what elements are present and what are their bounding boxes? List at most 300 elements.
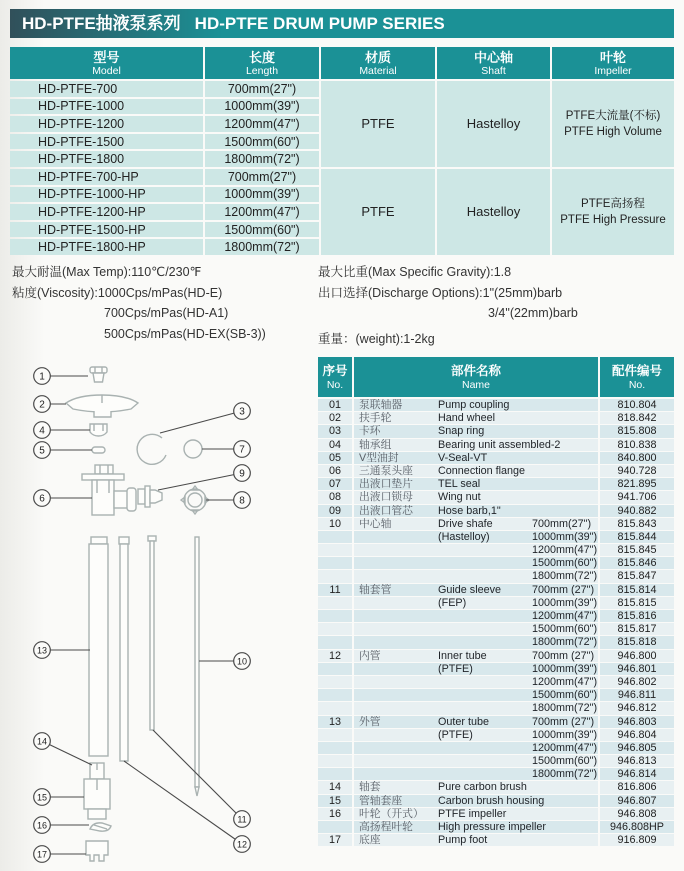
parts-row: [318, 439, 674, 451]
part-name-cn: 出液口管芯: [359, 504, 413, 517]
part-size: 700mm (27"): [532, 715, 595, 728]
part-name: [354, 478, 598, 490]
part-no: [318, 768, 352, 780]
spec-note-line: 700Cps/mPas(HD-A1): [104, 306, 229, 320]
spec-col-header: [10, 47, 203, 79]
callout-number: 16: [36, 820, 48, 831]
callout-16: [34, 817, 89, 834]
part-name-en: Drive shafe: [438, 517, 493, 530]
spec-col-header-cn: 中心轴: [473, 49, 513, 65]
part-code: 810.838: [600, 439, 674, 451]
part-name-en: [438, 768, 532, 780]
part-code: 946.811: [600, 689, 674, 701]
part-size: 1200mm(47"): [532, 675, 598, 688]
spec-shaft-cell: Hastelloy: [437, 169, 550, 255]
sketch-carbon-brush: [90, 763, 104, 779]
spec-length-cell: 1200mm(47"): [205, 204, 319, 220]
spec-length-cell: 700mm(27"): [205, 81, 319, 97]
part-no: [318, 636, 352, 648]
spec-col-header-en: Model: [92, 64, 121, 77]
part-code: 840.800: [600, 452, 674, 464]
parts-row: [318, 623, 674, 635]
part-name-en: PTFE impeller: [438, 807, 507, 820]
part-name-cn: 三通泵头座: [359, 464, 413, 477]
part-name-cn: 轴套: [359, 781, 381, 794]
callout-number: 9: [239, 468, 245, 480]
part-no: 01: [318, 399, 352, 411]
parts-row: [318, 505, 674, 517]
part-code: 940.882: [600, 505, 674, 517]
part-name-en: [438, 623, 532, 635]
part-name-en: (FEP): [438, 596, 467, 609]
part-size: [532, 425, 598, 437]
part-no: 02: [318, 412, 352, 424]
sketch-snap-ring: [137, 434, 166, 464]
part-code: 916.809: [600, 834, 674, 846]
spec-material-cell: PTFE: [321, 81, 435, 167]
spec-note-line: 500Cps/mPas(HD-EX(SB-3)): [104, 326, 266, 341]
sketch-pump-coupling: [90, 367, 107, 382]
part-name-en: Snap ring: [438, 425, 485, 438]
part-no: [318, 742, 352, 754]
part-no: [318, 821, 352, 833]
callout-17: [34, 846, 86, 863]
part-name-en: [438, 755, 532, 767]
part-name: [354, 505, 598, 517]
part-name-cn: 内管: [359, 649, 381, 662]
part-code: 946.808: [600, 808, 674, 820]
part-name-cn: [354, 636, 438, 648]
parts-row: [318, 518, 674, 530]
part-no: 07: [318, 478, 352, 490]
part-code: 815.844: [600, 531, 674, 543]
parts-row: [318, 702, 674, 714]
parts-row: [318, 755, 674, 767]
part-name: [354, 570, 598, 582]
part-size: [532, 781, 598, 793]
callout-number: 14: [36, 736, 48, 747]
spec-note-line: 粘度(Viscosity):1000Cps/mPas(HD-E): [12, 285, 223, 300]
part-size: [532, 412, 598, 424]
part-no: 15: [318, 795, 352, 807]
spec-col-header: [437, 47, 550, 79]
parts-col-header-cn: 部件名称: [450, 363, 501, 378]
part-no: 09: [318, 505, 352, 517]
part-name: [354, 702, 598, 714]
part-code: 946.814: [600, 768, 674, 780]
part-name-cn: [354, 531, 438, 543]
part-name: [354, 610, 598, 622]
sketch-tel-seal: [184, 440, 202, 458]
part-size: 1500mm(60"): [532, 755, 598, 768]
part-code: 815.818: [600, 636, 674, 648]
part-name-en: [438, 570, 532, 582]
part-name-cn: 出液口垫片: [359, 478, 413, 491]
part-size: [532, 491, 598, 503]
part-size: 1500mm(60"): [532, 623, 598, 636]
parts-row: [318, 781, 674, 793]
part-no: 06: [318, 465, 352, 477]
part-no: [318, 531, 352, 543]
part-code: 946.812: [600, 702, 674, 714]
part-size: 1000mm(39"): [532, 728, 598, 741]
part-no: 14: [318, 781, 352, 793]
callout-9: [158, 465, 250, 490]
spec-model-cell: HD-PTFE-1200: [10, 116, 203, 132]
sketch-connection-flange: [82, 465, 136, 515]
part-no: 17: [318, 834, 352, 846]
part-code: 946.804: [600, 729, 674, 741]
part-size: [532, 505, 598, 517]
part-size: [532, 452, 598, 464]
part-size: [532, 821, 598, 833]
part-name: [354, 399, 598, 411]
part-no: 16: [318, 808, 352, 820]
part-name-en: [438, 636, 532, 648]
part-name: [354, 808, 598, 820]
part-no: 08: [318, 491, 352, 503]
part-code: 946.807: [600, 795, 674, 807]
spec-length-cell: 1500mm(60"): [205, 134, 319, 150]
callout-7: [202, 441, 250, 458]
callout-11: [153, 730, 250, 827]
spec-col-header: [552, 47, 674, 79]
part-size: 1200mm(47"): [532, 741, 598, 754]
parts-row: [318, 768, 674, 780]
part-code: 815.847: [600, 570, 674, 582]
spec-model-cell: HD-PTFE-700: [10, 81, 203, 97]
parts-row: [318, 544, 674, 556]
part-no: 04: [318, 439, 352, 451]
parts-row: [318, 795, 674, 807]
spec-length-cell: 700mm(27"): [205, 169, 319, 185]
spec-note-line: 最大耐温(Max Temp):110℃/230℉: [12, 265, 202, 279]
callout-number: 4: [39, 425, 45, 437]
part-code: 946.808HP: [600, 821, 674, 833]
callout-5: [34, 442, 92, 459]
spec-length-cell: 1000mm(39"): [205, 187, 319, 203]
parts-row: [318, 729, 674, 741]
spec-material-cell: PTFE: [321, 169, 435, 255]
part-name: [354, 491, 598, 503]
part-name-en: Hose barb,1": [438, 504, 501, 517]
part-name-en: [438, 557, 532, 569]
parts-table-body: [318, 399, 674, 846]
part-size: 1500mm(60"): [532, 557, 598, 570]
part-code: 815.814: [600, 584, 674, 596]
part-no: [318, 544, 352, 556]
part-name-cn: [354, 597, 438, 609]
spec-col-header-en: Impeller: [594, 64, 632, 77]
part-name: [354, 584, 598, 596]
part-no: [318, 597, 352, 609]
callout-3: [160, 403, 250, 433]
parts-row: [318, 636, 674, 648]
part-no: [318, 702, 352, 714]
part-code: 810.804: [600, 399, 674, 411]
part-no: 03: [318, 425, 352, 437]
sketch-drive-shaft: [195, 537, 199, 796]
callout-number: 2: [39, 399, 45, 411]
callout-10: [199, 653, 250, 670]
part-name-cn: 管轴套座: [359, 794, 403, 807]
part-name-en: [438, 742, 532, 754]
part-name: [354, 768, 598, 780]
part-size: 1000mm(39"): [532, 662, 598, 675]
spec-impeller-en: PTFE High Volume: [564, 125, 662, 138]
part-code: 946.803: [600, 716, 674, 728]
part-name-en: Connection flange: [438, 464, 526, 477]
sketch-inner-tube: [119, 537, 129, 761]
part-size: 1500mm(60"): [532, 689, 598, 702]
parts-row: [318, 663, 674, 675]
part-name: [354, 834, 598, 846]
part-size: [532, 439, 598, 451]
spec-table: [10, 47, 674, 255]
parts-row: [318, 557, 674, 569]
sketch-guide-sleeve: [148, 536, 156, 730]
callout-6: [34, 490, 92, 507]
parts-row: [318, 650, 674, 662]
part-name: [354, 663, 598, 675]
part-size: [532, 465, 598, 477]
part-size: 1800mm(72"): [532, 570, 598, 583]
callout-15: [34, 789, 84, 806]
parts-row: [318, 412, 674, 424]
sketch-impeller: [90, 823, 111, 831]
part-name-en: TEL seal: [438, 478, 481, 491]
part-name-en: [438, 610, 532, 622]
part-name-en: (PTFE): [438, 728, 473, 741]
part-name-cn: [354, 768, 438, 780]
part-size: 1800mm(72"): [532, 768, 598, 781]
callout-12: [124, 761, 250, 852]
part-code: 941.706: [600, 491, 674, 503]
parts-row: [318, 465, 674, 477]
part-no: [318, 570, 352, 582]
part-code: 815.808: [600, 425, 674, 437]
parts-col-header-en: No.: [628, 378, 646, 391]
part-code: 815.846: [600, 557, 674, 569]
part-name: [354, 623, 598, 635]
notes-left: [12, 262, 266, 344]
part-name: [354, 729, 598, 741]
callout-8: [206, 492, 250, 509]
callout-number: 12: [236, 839, 248, 850]
parts-row: [318, 808, 674, 820]
callout-4: [34, 422, 90, 439]
part-name-cn: 外管: [359, 715, 381, 728]
part-name-en: (PTFE): [438, 662, 473, 675]
callout-number: 10: [236, 656, 248, 667]
callout-2: [34, 396, 66, 413]
callout-number: 3: [239, 406, 245, 418]
callout-13: [34, 642, 90, 659]
part-size: [532, 834, 598, 846]
spec-impeller-cn: PTFE高扬程: [581, 197, 645, 210]
part-code: 946.800: [600, 650, 674, 662]
part-name-cn: [354, 729, 438, 741]
callout-14: [34, 733, 92, 765]
part-name-en: High pressure impeller: [438, 821, 547, 833]
part-name-en: Guide sleeve: [438, 583, 502, 596]
callout-number: 6: [39, 493, 45, 505]
part-code: 815.816: [600, 610, 674, 622]
part-name-en: Pure carbon brush: [438, 781, 527, 794]
part-name-en: [438, 676, 532, 688]
sketch-wing-nut: [181, 486, 209, 514]
parts-row: [318, 689, 674, 701]
part-no: 05: [318, 452, 352, 464]
part-name-cn: [354, 544, 438, 556]
part-size: 1000mm(39"): [532, 596, 598, 609]
part-name-en: [438, 702, 532, 714]
part-name: [354, 781, 598, 793]
part-name-cn: [354, 755, 438, 767]
part-code: 815.845: [600, 544, 674, 556]
spec-model-cell: HD-PTFE-1500: [10, 134, 203, 150]
part-no: [318, 689, 352, 701]
part-name-cn: 轴承组: [359, 438, 392, 451]
part-size: 700mm (27"): [532, 583, 595, 596]
part-name-cn: [354, 689, 438, 701]
parts-col-header-cn: 序号: [322, 363, 348, 378]
part-name: [354, 689, 598, 701]
part-no: [318, 676, 352, 688]
part-no: [318, 623, 352, 635]
part-size: 700mm(27"): [532, 517, 592, 530]
part-name: [354, 452, 598, 464]
spec-length-cell: 1200mm(47"): [205, 116, 319, 132]
spec-col-header: [321, 47, 435, 79]
part-code: 815.815: [600, 597, 674, 609]
spec-model-cell: HD-PTFE-700-HP: [10, 169, 203, 185]
part-name-cn: 扶手轮: [359, 412, 392, 425]
part-name: [354, 425, 598, 437]
spec-col-header-en: Length: [245, 64, 279, 77]
part-name-cn: 中心轴: [359, 517, 392, 530]
part-name-cn: 轴套管: [359, 583, 392, 596]
spec-length-cell: 1000mm(39"): [205, 99, 319, 115]
part-name: [354, 636, 598, 648]
sketch-bearing-unit: [90, 424, 107, 436]
page-title-en: HD-PTFE DRUM PUMP SERIES: [194, 14, 445, 33]
parts-row: [318, 597, 674, 609]
parts-col-header-en: Name: [461, 378, 490, 391]
part-no: [318, 755, 352, 767]
callout-number: 7: [239, 444, 245, 456]
parts-row: [318, 570, 674, 582]
spec-model-cell: HD-PTFE-1800: [10, 151, 203, 167]
part-size: 1200mm(47"): [532, 544, 598, 557]
part-name: [354, 531, 598, 543]
part-name: [354, 795, 598, 807]
part-name-en: Hand wheel: [438, 412, 496, 425]
part-name-cn: [354, 742, 438, 754]
parts-col-header-en: No.: [326, 378, 344, 391]
spec-col-header-cn: 型号: [93, 49, 120, 65]
part-size: 1200mm(47"): [532, 610, 598, 622]
part-name-cn: [354, 557, 438, 569]
part-name-en: [438, 689, 532, 701]
part-name-cn: 底座: [359, 834, 381, 847]
parts-row: [318, 531, 674, 543]
parts-row: [318, 584, 674, 596]
spec-length-cell: 1500mm(60"): [205, 222, 319, 238]
part-name-en: Wing nut: [438, 491, 481, 504]
spec-model-cell: HD-PTFE-1500-HP: [10, 222, 203, 238]
part-name-cn: [354, 623, 438, 635]
sketch-hand-wheel: [66, 395, 138, 417]
part-code: 940.728: [600, 465, 674, 477]
part-name-en: Outer tube: [438, 715, 490, 728]
callout-number: 15: [36, 792, 48, 803]
part-name: [354, 742, 598, 754]
part-name-en: (Hastelloy): [438, 530, 490, 543]
callout-number: 8: [239, 495, 245, 507]
parts-col-header-cn: 配件编号: [611, 363, 662, 378]
part-name: [354, 821, 598, 833]
spec-col-header-en: Material: [359, 64, 397, 77]
part-name: [354, 716, 598, 728]
spec-impeller-cn: PTFE大流量(不标): [565, 109, 661, 122]
sketch-v-seal: [92, 447, 105, 453]
parts-row: [318, 610, 674, 622]
spec-note-line: 出口选择(Discharge Options):1"(25mm)barb: [318, 285, 563, 300]
sketch-brush-housing: [84, 779, 110, 819]
callout-number: 1: [39, 371, 45, 383]
part-name: [354, 439, 598, 451]
notes-right: [318, 262, 578, 349]
part-code: 821.895: [600, 478, 674, 490]
part-name-cn: 卡环: [359, 425, 381, 438]
parts-col-header: [354, 357, 598, 397]
part-size: [532, 808, 598, 820]
part-name-cn: 高扬程叶轮: [359, 821, 413, 833]
part-name-en: Inner tube: [438, 649, 487, 662]
callout-number: 13: [36, 645, 48, 656]
spec-length-cell: 1800mm(72"): [205, 151, 319, 167]
spec-length-cell: 1800mm(72"): [205, 239, 319, 255]
part-size: [532, 795, 598, 807]
part-name-cn: [354, 676, 438, 688]
part-name: [354, 557, 598, 569]
parts-row: [318, 425, 674, 437]
part-no: [318, 557, 352, 569]
part-size: 1000mm(39"): [532, 530, 598, 543]
parts-row: [318, 399, 674, 411]
part-code: 946.801: [600, 663, 674, 675]
spec-note-line: 重量：(weight):1-2kg: [318, 331, 435, 346]
sketch-outer-tube: [89, 537, 108, 756]
part-size: 1800mm(72"): [532, 702, 598, 715]
spec-note-line: 最大比重(Max Specific Gravity):1.8: [318, 265, 512, 279]
part-code: 946.805: [600, 742, 674, 754]
part-name: [354, 518, 598, 530]
part-name-cn: [354, 570, 438, 582]
page-title: [10, 9, 674, 38]
spec-col-header-cn: 长度: [248, 49, 275, 65]
part-no: [318, 663, 352, 675]
sketch-pump-foot: [86, 841, 108, 861]
part-name: [354, 597, 598, 609]
part-name: [354, 544, 598, 556]
part-name-en: [438, 544, 532, 556]
part-code: 946.802: [600, 676, 674, 688]
part-code: 815.817: [600, 623, 674, 635]
parts-row: [318, 716, 674, 728]
part-no: 10: [318, 518, 352, 530]
